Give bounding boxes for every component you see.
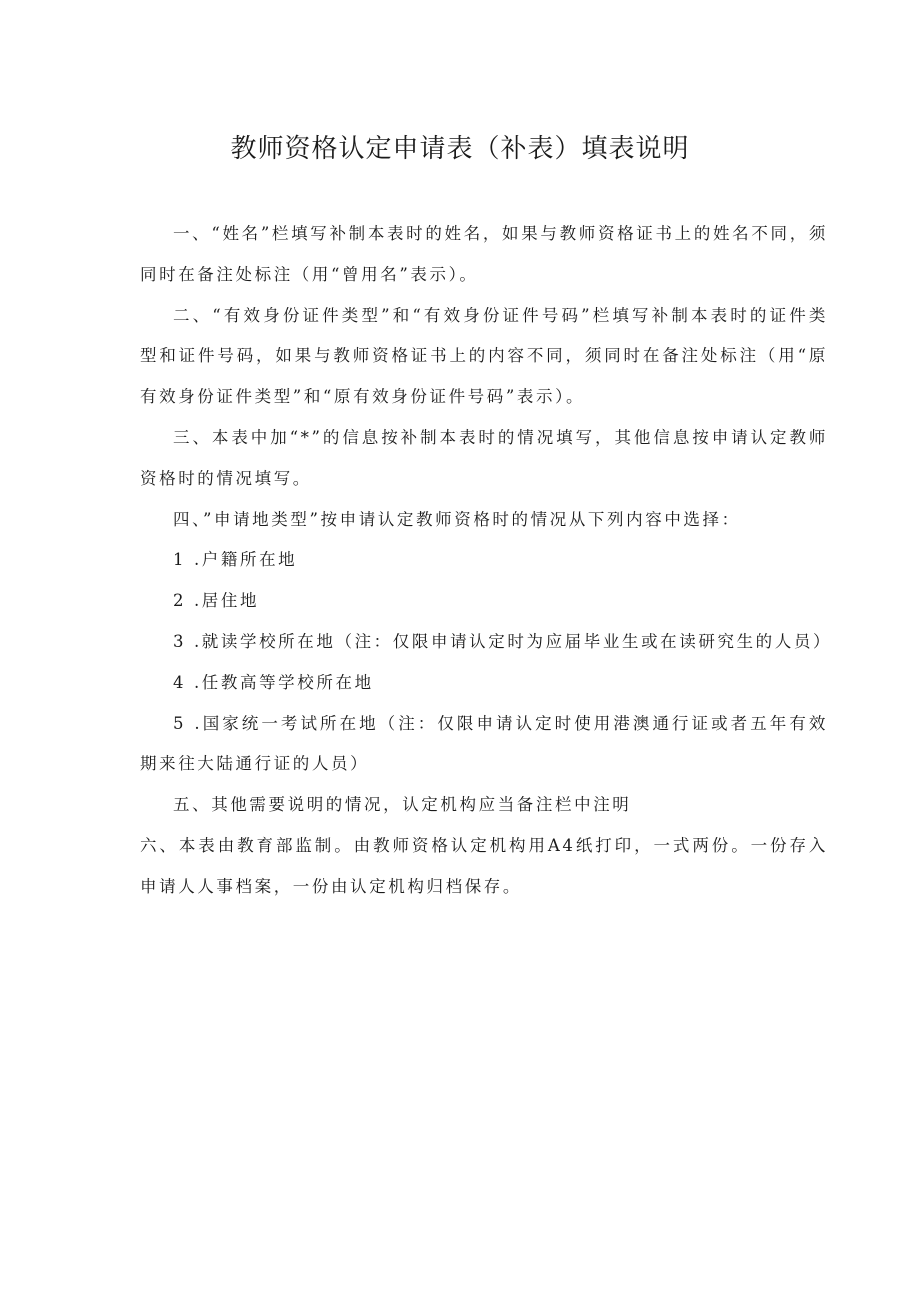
- section-1-name: 一、“姓名”栏填写补制本表时的姓名，如果与教师资格证书上的姓名不同，须同时在备注处标注（用“曾用名”表示）。: [140, 224, 828, 284]
- section-4-application-place-type: 四、”申请地类型”按申请认定教师资格时的情况从下列内容中选择：: [173, 509, 741, 529]
- section-6-printing: 六、本表由教育部监制。由教师资格认定机构用A4纸打印，一式两份。一份存入申请人人事档案，一份由认定机构归档保存。: [140, 835, 828, 896]
- option-2: 2 .居住地: [173, 591, 260, 611]
- document-title: 教师资格认定申请表（补表）填表说明: [230, 134, 690, 164]
- option-4: 4 .任教高等学校所在地: [173, 672, 374, 692]
- section-5-other-notes: 五、其他需要说明的情况，认定机构应当备注栏中注明: [173, 795, 632, 815]
- section-3-starred-fields: 三、本表中加“*”的信息按补制本表时的情况填写，其他信息按申请认定教师资格时的情况填写。: [140, 427, 828, 488]
- option-5: 5 .国家统一考试所在地（注：仅限申请认定时使用港澳通行证或者五年有效期来往大陆通行证的人员）: [140, 713, 828, 774]
- section-2-id-document: 二、“有效身份证件类型”和“有效身份证件号码”栏填写补制本表时的证件类型和证件号码，如果与教师资格证书上的内容不同，须同时在备注处标注（用“原有效身份证件类型”和“原有效身份证件号码”表示）。: [140, 305, 828, 407]
- document-body: [140, 214, 833, 908]
- option-3: 3 .就读学校所在地（注：仅限申请认定时为应届毕业生或在读研究生的人员）: [173, 631, 833, 651]
- option-1: 1 .户籍所在地: [173, 550, 298, 570]
